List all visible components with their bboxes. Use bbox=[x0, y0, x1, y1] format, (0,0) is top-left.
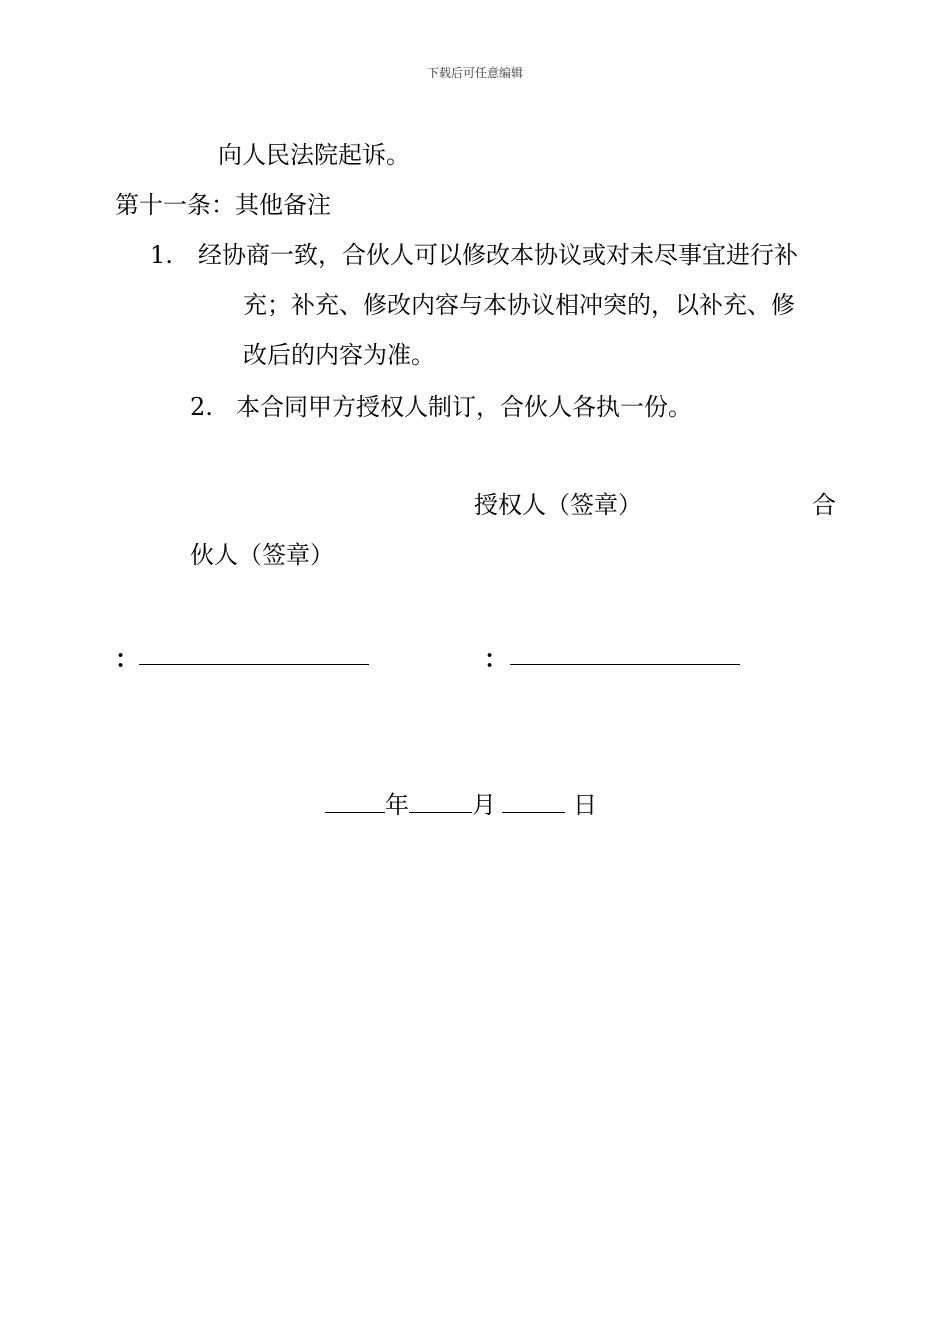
authorized-signature-label: 授权人（签章） bbox=[474, 491, 642, 519]
year-blank[interactable] bbox=[325, 790, 385, 813]
partner-signature-label-end: 伙人（签章） bbox=[190, 541, 334, 569]
date-row bbox=[325, 790, 597, 820]
list-item-text-line: 改后的内容为准。 bbox=[243, 341, 435, 369]
day-label: 日 bbox=[573, 791, 597, 819]
day-blank[interactable] bbox=[502, 790, 565, 813]
page-header-note: 下载后可任意编辑 bbox=[426, 66, 523, 80]
list-item-text-line: 充；补充、修改内容与本协议相冲突的，以补充、修 bbox=[243, 291, 795, 319]
partner-signature-label-start: 合 bbox=[812, 491, 836, 519]
list-item-text-line: 经协商一致，合伙人可以修改本协议或对未尽事宜进行补 bbox=[198, 241, 798, 269]
signature-colon-left: ： bbox=[115, 644, 139, 673]
signature-colon-right: ： bbox=[484, 644, 508, 673]
list-item-number: 1. bbox=[150, 241, 173, 269]
list-item-number: 2. bbox=[190, 393, 213, 421]
signature-blank-left[interactable] bbox=[139, 664, 369, 665]
month-blank[interactable] bbox=[409, 790, 472, 813]
list-item-text-line: 本合同甲方授权人制订，合伙人各执一份。 bbox=[236, 393, 692, 421]
article-heading: 第十一条：其他备注 bbox=[115, 191, 331, 219]
month-label: 月 bbox=[472, 791, 496, 819]
year-label: 年 bbox=[385, 791, 409, 819]
signature-blank-right[interactable] bbox=[510, 664, 740, 665]
continuation-line: 向人民法院起诉。 bbox=[218, 141, 410, 169]
